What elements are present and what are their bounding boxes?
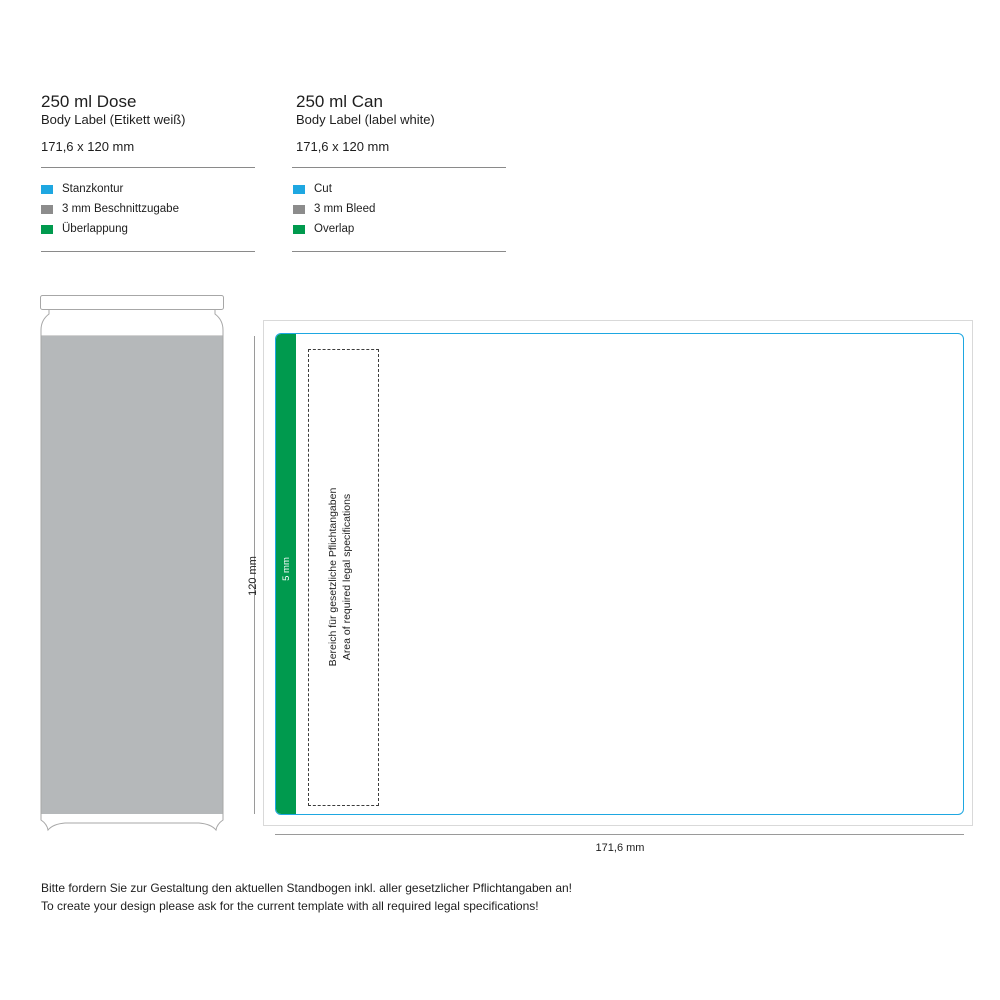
legend-german	[41, 179, 179, 239]
legend-item-overlap	[293, 219, 375, 239]
legal-area-label-de: Bereich für gesetzliche Pflichtangaben	[327, 487, 339, 667]
bleed-swatch	[293, 205, 305, 214]
can-body	[41, 336, 223, 814]
cut-swatch	[293, 185, 305, 194]
subtitle-english: Body Label (label white)	[296, 112, 435, 127]
legend-english	[293, 179, 375, 239]
dimensions-german: 171,6 x 120 mm	[41, 139, 135, 154]
divider	[41, 167, 255, 168]
subtitle-german: Body Label (Etikett weiß)	[41, 112, 186, 127]
legal-area-label-en: Area of required legal specifications	[341, 493, 353, 661]
width-dimension-line	[275, 834, 964, 835]
divider	[41, 251, 255, 252]
can-neck	[41, 310, 223, 336]
can-illustration	[35, 290, 230, 835]
legend-item-bleed	[293, 199, 375, 219]
width-label: 171,6 mm	[595, 842, 645, 854]
cut-swatch	[41, 185, 53, 194]
can-lid	[41, 296, 224, 310]
height-label: 120 mm	[247, 556, 259, 596]
divider	[292, 251, 506, 252]
footer-note-en: To create your design please ask for the current template with all required legal specifications!	[41, 899, 539, 913]
divider	[292, 167, 506, 168]
overlap-swatch	[41, 225, 53, 234]
legend-label: Stanzkontur	[62, 183, 124, 195]
title-english: 250 ml Can	[296, 92, 383, 111]
legend-label: 3 mm Beschnittzugabe	[62, 203, 179, 215]
title-german: 250 ml Dose	[41, 92, 137, 111]
overlap-label: 5 mm	[281, 557, 292, 581]
footer-note-de: Bitte fordern Sie zur Gestaltung den aktuellen Standbogen inkl. aller gesetzlicher Pflichtangaben an!	[41, 881, 572, 895]
legal-area-text	[326, 427, 360, 727]
legend-label: Overlap	[314, 223, 355, 235]
legend-item-cut	[293, 179, 375, 199]
dimensions-english: 171,6 x 120 mm	[296, 139, 390, 154]
can-bottom	[41, 814, 223, 830]
legend-item-overlap	[41, 219, 179, 239]
legend-label: Überlappung	[62, 223, 128, 235]
legend-item-cut	[41, 179, 179, 199]
legend-label: 3 mm Bleed	[314, 203, 376, 215]
bleed-swatch	[41, 205, 53, 214]
legend-item-bleed	[41, 199, 179, 219]
legend-label: Cut	[314, 183, 332, 195]
overlap-swatch	[293, 225, 305, 234]
